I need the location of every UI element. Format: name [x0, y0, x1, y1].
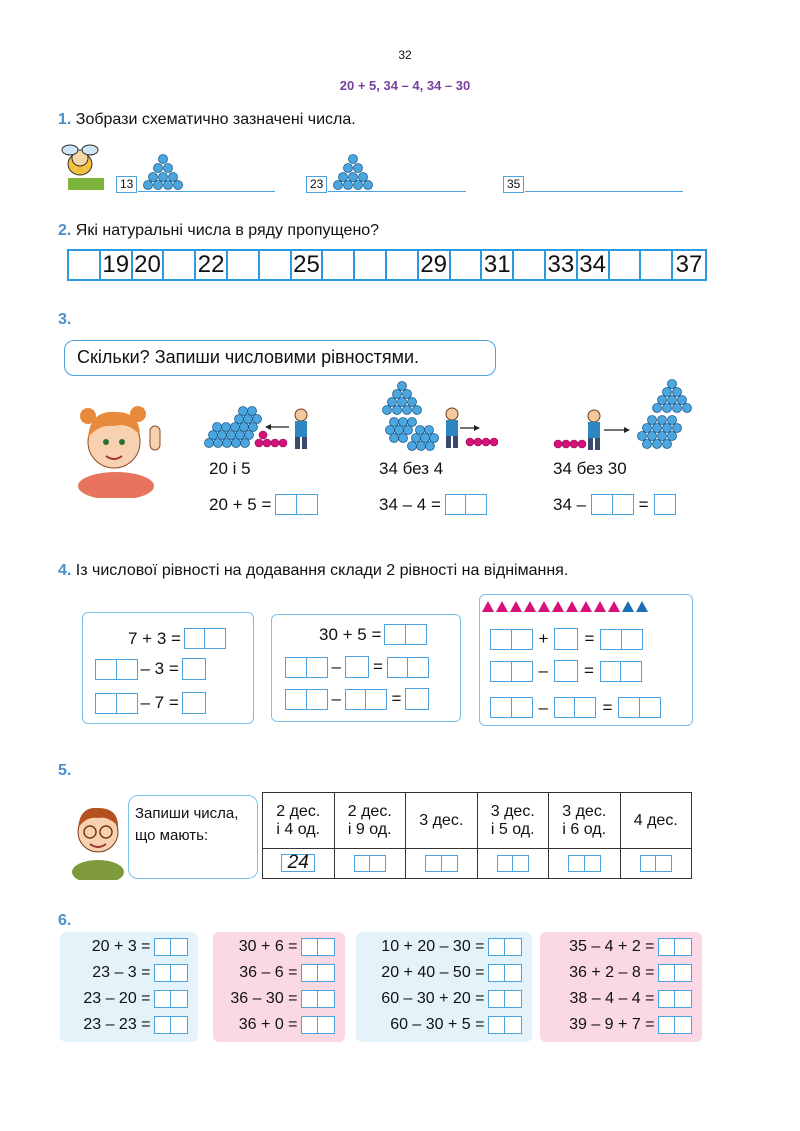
answer-boxes[interactable]	[345, 689, 388, 710]
task5-title	[58, 762, 71, 780]
answer-boxes[interactable]	[285, 689, 328, 710]
counting-illustration-2-icon	[380, 380, 498, 452]
exercise-panel-4	[540, 932, 702, 1042]
answer-boxes[interactable]	[591, 494, 634, 515]
answer-boxes[interactable]	[95, 659, 138, 680]
header-cell: 3 дес.	[406, 793, 478, 849]
number-cell: 31	[482, 251, 514, 279]
exercise-row	[213, 1012, 335, 1038]
number-cell: 22	[196, 251, 228, 279]
exercise-text: 36 – 30 =	[230, 990, 298, 1007]
bee-illustration-icon	[58, 140, 108, 195]
equation-text: 34 – 4 =	[379, 494, 441, 514]
exercise-text: 20 + 40 – 50 =	[381, 964, 485, 981]
answer-cell[interactable]	[334, 849, 406, 879]
task1-title	[58, 111, 356, 129]
answer-cell[interactable]	[406, 849, 478, 879]
number-row	[67, 249, 707, 281]
exercise-row	[356, 934, 522, 960]
number-cell[interactable]	[641, 251, 673, 279]
page-number: 32	[398, 48, 412, 62]
answer-boxes[interactable]	[184, 628, 227, 649]
task3-title	[58, 311, 71, 329]
exercise-text: 36 + 2 – 8 =	[569, 964, 655, 981]
answer-line[interactable]	[328, 191, 466, 192]
answer-boxes[interactable]	[490, 661, 533, 682]
exercise-row	[60, 960, 188, 986]
answer-boxes[interactable]	[387, 657, 430, 678]
number-cell: 20	[133, 251, 165, 279]
answer-box[interactable]	[554, 660, 578, 682]
number-label-13: 13	[116, 176, 137, 193]
answer-box[interactable]	[654, 494, 676, 515]
block3-row2	[490, 660, 642, 682]
exercise-text: 36 + 0 =	[238, 1016, 298, 1033]
answer-box[interactable]	[554, 628, 578, 650]
task2-title	[58, 222, 379, 240]
number-cell[interactable]	[387, 251, 419, 279]
answer-boxes[interactable]	[95, 693, 138, 714]
number-cell[interactable]	[451, 251, 483, 279]
answer-boxes[interactable]	[600, 661, 643, 682]
block1-row2	[95, 658, 206, 680]
answer-box[interactable]	[405, 688, 429, 710]
instruction-line: що мають:	[135, 827, 209, 844]
answer-line[interactable]	[138, 191, 275, 192]
number-cell: 34	[578, 251, 610, 279]
equation-text: – 3 =	[140, 659, 179, 678]
equation-text: 7 + 3 =	[128, 628, 181, 648]
number-cell: 37	[675, 251, 703, 278]
number-label-35: 35	[503, 176, 524, 193]
speech-bubble: Скільки? Запиши числовими рівностями.	[64, 340, 496, 376]
number-cell: 29	[419, 251, 451, 279]
block2-row3	[285, 688, 429, 710]
plus-sign: +	[538, 629, 549, 648]
number-cell[interactable]	[323, 251, 355, 279]
number-cell[interactable]	[69, 251, 101, 279]
number-cell[interactable]	[228, 251, 260, 279]
task-number: 1.	[58, 111, 72, 128]
answer-box[interactable]	[182, 658, 206, 680]
number-label-23: 23	[306, 176, 327, 193]
exercise-panel-2	[213, 932, 345, 1042]
task6-title	[58, 912, 71, 930]
caption-2: 34 без 4	[379, 459, 444, 478]
answer-boxes[interactable]	[445, 494, 488, 515]
answer-boxes[interactable]	[490, 697, 533, 718]
exercise-text: 23 – 3 =	[92, 964, 151, 981]
equals-sign: =	[391, 689, 402, 708]
block3-row1	[490, 628, 643, 650]
exercise-text: 30 + 6 =	[238, 938, 298, 955]
equation-2	[379, 494, 487, 515]
equation-1	[209, 494, 318, 515]
minus-sign: –	[538, 661, 548, 680]
exercise-row	[60, 1012, 188, 1038]
task-number: 2.	[58, 222, 72, 239]
task-text: Із числової рівності на додавання склади 2 рівності на віднімання.	[75, 562, 569, 579]
exercise-text: 60 – 30 + 20 =	[381, 990, 485, 1007]
equation-text: 20 + 5 =	[209, 494, 272, 514]
caption-3: 34 без 30	[553, 459, 627, 478]
exercise-text: 20 + 3 =	[91, 938, 151, 955]
exercise-row	[356, 986, 522, 1012]
answer-boxes[interactable]	[285, 657, 328, 678]
answer-cell[interactable]	[263, 849, 335, 879]
answer-boxes[interactable]	[554, 697, 597, 718]
equation-text: 34 –	[553, 494, 587, 514]
exercise-row	[540, 934, 692, 960]
answer-boxes[interactable]	[618, 697, 661, 718]
answer-boxes[interactable]	[384, 624, 427, 645]
instruction-line: Запиши числа,	[135, 805, 239, 822]
boy-illustration-icon	[70, 796, 126, 880]
number-cell[interactable]	[260, 251, 292, 279]
answer-line[interactable]	[525, 191, 683, 192]
number-cell[interactable]	[355, 251, 387, 279]
task-number: 5.	[58, 762, 72, 779]
header-cell: 2 дес. і 9 од.	[334, 793, 406, 849]
caption-1: 20 і 5	[209, 459, 251, 478]
exercise-text: 23 – 23 =	[83, 1016, 151, 1033]
block2-row2	[285, 656, 429, 678]
header-cell: 3 дес. і 5 од.	[477, 793, 549, 849]
exercise-row	[213, 934, 335, 960]
answer-boxes[interactable]	[600, 629, 643, 650]
number-cell[interactable]	[610, 251, 642, 279]
exercise-text: 38 – 4 – 4 =	[569, 990, 655, 1007]
number-cell[interactable]	[514, 251, 546, 279]
exercise-row	[60, 986, 188, 1012]
equals-sign: =	[584, 629, 595, 648]
equation-text: – 7 =	[140, 693, 179, 712]
task-number: 4.	[58, 562, 72, 579]
answer-cell[interactable]	[477, 849, 549, 879]
tens-units-table	[262, 792, 692, 879]
answer-boxes[interactable]	[490, 629, 533, 650]
answer-cell[interactable]	[620, 849, 692, 879]
task-number: 6.	[58, 912, 72, 929]
exercise-text: 35 – 4 + 2 =	[569, 938, 655, 955]
answer-cell[interactable]	[549, 849, 621, 879]
exercise-text: 60 – 30 + 5 =	[390, 1016, 485, 1033]
equals-sign: =	[372, 657, 383, 676]
counting-illustration-3-icon	[552, 378, 696, 452]
dots-pyramid-icon	[332, 154, 374, 190]
exercise-row	[356, 1012, 522, 1038]
counting-illustration-1-icon	[203, 405, 313, 451]
dots-pyramid-icon	[142, 154, 184, 190]
lesson-topic: 20 + 5, 34 – 4, 34 – 30	[339, 78, 471, 93]
block1-row1	[128, 628, 226, 649]
task4-title	[58, 562, 568, 580]
minus-sign: –	[331, 657, 341, 676]
exercise-panel-1	[60, 932, 198, 1042]
example-answer: 24	[281, 854, 315, 872]
equals-sign: =	[583, 661, 594, 680]
task-text: Які натуральні числа в ряду пропущено?	[75, 222, 380, 239]
exercise-row	[540, 1012, 692, 1038]
exercise-text: 36 – 6 =	[239, 964, 298, 981]
answer-box[interactable]	[182, 692, 206, 714]
task-text: Зобрази схематично зазначені числа.	[75, 111, 356, 128]
exercise-text: 10 + 20 – 30 =	[381, 938, 485, 955]
exercise-row	[213, 960, 335, 986]
answer-box[interactable]	[345, 656, 369, 678]
exercise-row	[540, 986, 692, 1012]
exercise-row	[213, 986, 335, 1012]
block2-row1	[319, 624, 427, 645]
number-cell: 33	[546, 251, 578, 279]
exercise-row	[356, 960, 522, 986]
exercise-text: 23 – 20 =	[83, 990, 151, 1007]
number-cell[interactable]	[164, 251, 196, 279]
answer-boxes[interactable]	[275, 494, 318, 515]
exercise-text: 39 – 9 + 7 =	[569, 1016, 655, 1033]
girl-illustration-icon	[76, 398, 172, 498]
header-cell: 4 дес.	[620, 793, 692, 849]
number-cell: 19	[101, 251, 133, 279]
exercise-panel-3	[356, 932, 532, 1042]
exercise-row	[60, 934, 188, 960]
equation-text: 30 + 5 =	[319, 624, 382, 644]
equation-3	[553, 494, 676, 515]
equals-sign: =	[602, 697, 613, 717]
equals-sign: =	[638, 494, 649, 514]
task-number: 3.	[58, 311, 72, 328]
minus-sign: –	[331, 689, 341, 708]
minus-sign: –	[538, 697, 548, 717]
block3-row3	[490, 697, 661, 718]
number-cell: 25	[292, 251, 324, 279]
exercise-row	[540, 960, 692, 986]
block1-row3	[95, 692, 206, 714]
header-cell: 3 дес. і 6 од.	[549, 793, 621, 849]
instruction-text	[135, 803, 238, 847]
triangles-row-icon	[482, 600, 666, 614]
header-cell: 2 дес. і 4 од.	[263, 793, 335, 849]
